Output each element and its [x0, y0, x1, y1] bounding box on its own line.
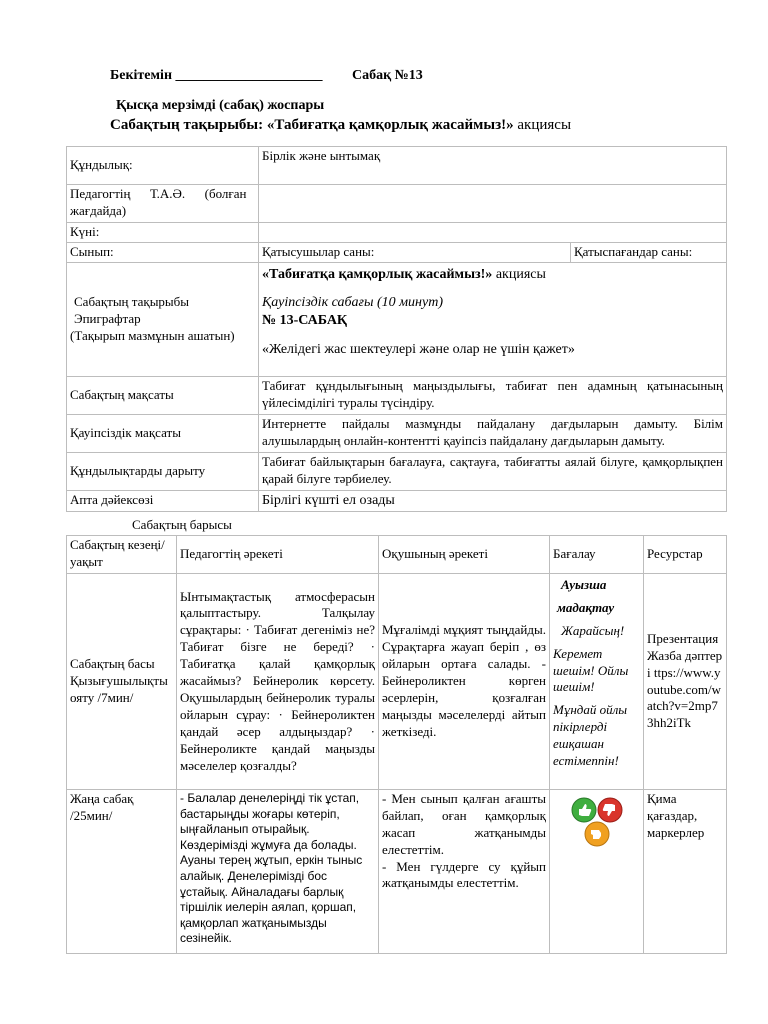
- thumbs-up-icon: [571, 797, 597, 823]
- row2-assessment: [550, 790, 644, 954]
- header-resources: Ресурстар: [644, 536, 727, 574]
- topic-label: Сабақтың тақырыбы:: [110, 117, 264, 133]
- lesson-number: Сабақ №13: [352, 68, 423, 83]
- approve-signature-line: _____________________: [175, 68, 323, 83]
- info-table: [66, 146, 727, 512]
- row2-stage: Жаңа сабақ /25мин/: [67, 790, 177, 954]
- row1-stage: Сабақтың басы Қызығушылықты ояту /7мин/: [67, 574, 177, 790]
- safety-goal-label-cell: Қауіпсіздік мақсаты: [67, 415, 259, 453]
- week-label-cell: Апта дәйексөзі: [67, 491, 259, 512]
- values-text-cell: Табиғат байлықтарын бағалауға, сақтауға, табиғатты аялай білуге, қамқорлықпен қарай білуге тәрбиелеу.: [259, 453, 727, 491]
- approve-line: [110, 68, 323, 84]
- progress-title: Сабақтың барысы: [132, 517, 232, 532]
- progress-table: [66, 535, 727, 954]
- goal-label-cell: Сабақтың мақсаты: [67, 377, 259, 415]
- topic-row-content-cell: «Табиғатқа қамқорлық жасаймыз!» акциясы Қауіпсіздік сабағы (10 минут) № 13-САБАҚ «Желідегі жас шектеулері және олар не үшін қажет»: [259, 263, 727, 377]
- value-text-cell: Бірлік және ынтымақ: [259, 147, 727, 185]
- row2-resources: Қима қағаздар, маркерлер: [644, 790, 727, 954]
- teacher-label-cell: Педагогтің Т.А.Ә. (болған жағдайда): [67, 185, 259, 223]
- header-stage: Сабақтың кезеңі/ уақыт: [67, 536, 177, 574]
- topic-title: «Табиғатқа қамқорлық жасаймыз!»: [266, 117, 514, 133]
- thumbs-down-icon: [597, 797, 623, 823]
- goal-text-cell: Табиғат құндылығының маңыздылығы, табиғат пен адамның қатынасының үйлесімділігі туралы түсіндіру.: [259, 377, 727, 415]
- header-student: Оқушының әрекеті: [379, 536, 550, 574]
- row1-assessment: Ауызша мадақтау Жарайсың! Керемет шешім! Ойлы шешім! Мұндай ойлы пікірлерді ешқашан естімеппін!: [550, 574, 644, 790]
- safety-goal-text-cell: Интернетте пайдалы мазмұнды пайдалану дағдыларын дамыту. Білім алушылардың онлайн-контентті қауіпсіз пайдалану дағдыларын дамыту.: [259, 415, 727, 453]
- header-teacher: Педагогтің әрекеті: [177, 536, 379, 574]
- date-label-cell: Күні:: [67, 223, 259, 243]
- plan-title: Қысқа мерзімді (сабақ) жоспары: [116, 98, 325, 113]
- approve-label: Бекітемін: [110, 68, 173, 83]
- value-label-cell: Құндылық:: [67, 147, 259, 185]
- week-quote-cell: Бірлігі күшті ел озады: [259, 491, 727, 512]
- row1-student: Мұғалімді мұқият тыңдайды. Сұрақтарға жауап беріп , өз ойларын ортаға салады. - Бейнероликтен көрген әсерлерін, қозғалған маңызды мәселелерді айтып жеткізеді.: [379, 574, 550, 790]
- assessment-icons: [567, 797, 627, 847]
- thumbs-sideways-icon: [584, 821, 610, 847]
- row1-teacher: Ынтымақтастық атмосферасын қалыптастыру. Талқылау сұрақтары: · Табиғат дегеніміз не? Табиғат бізге не береді? · Табиғатқа қалай қамқорлық жасаймыз? Бейнеролик көрсету. Оқушылардың бейнеролик туралы ойларын сұрау: · Бейнероликтен қандай әсер алдыңыздар? · Бейнероликте қандай маңызды мәселелер қозғалды?: [177, 574, 379, 790]
- topic-heading: [110, 117, 571, 134]
- date-value-cell[interactable]: [259, 223, 727, 243]
- row2-teacher: - Балалар денелеріңді тік ұстап, бастарыңды жоғары көтеріп, ыңғайланып отырайық. Көздерімізді жұмуға да болады. Ауаны терең жұтып, еркін тыныс алайық. Денелерімізді бос ұстайық. Айналадағы барлық тіршілік иелерін аялап, қоршап, қамқорлап жатқанымызды сезінейік.: [177, 790, 379, 954]
- present-count-cell: Қатысушылар саны:: [259, 243, 571, 263]
- values-label-cell: Құндылықтарды дарыту: [67, 453, 259, 491]
- teacher-value-cell[interactable]: [259, 185, 727, 223]
- topic-row-label-cell: Сабақтың тақырыбы Эпиграфтар (Тақырып мазмұнын ашатын): [67, 263, 259, 377]
- header-assessment: Бағалау: [550, 536, 644, 574]
- row2-student: - Мен сынып қалған ағашты байлап, оған қамқорлық жасап жатқанымды елестеттім. - Мен гүлдерге су құйып жатқанымды елестеттім.: [379, 790, 550, 954]
- topic-suffix: акциясы: [517, 117, 572, 133]
- absent-count-cell: Қатыспағандар саны:: [571, 243, 727, 263]
- class-label-cell: Сынып:: [67, 243, 259, 263]
- row1-resources: Презентация Жазба дәптері ttps://www.youtube.com/watch?v=2mp73hh2iTk: [644, 574, 727, 790]
